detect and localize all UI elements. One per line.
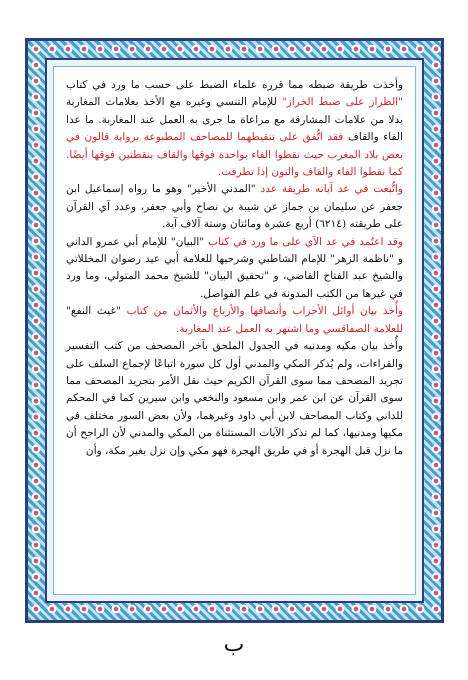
text-run: للإمام التنسي وغيره مع الأخذ بعلامات المغاربة بدلا من علامات المشارقة مع مراعاة ما جرى به العمل عند المغاربة. ما عدا الفاء والقاف (66, 96, 403, 144)
book-title-bayan: "البيان" (170, 235, 205, 248)
paragraph-makki-madani (66, 338, 403, 460)
book-title-tahqiq: "تحقيق البيان" (204, 270, 270, 283)
ornamental-border (25, 38, 444, 623)
book-title-nazima: "ناظمة الزهر" (330, 253, 394, 266)
book-title-tiraz: "الطراز على ضبط الخراز" (281, 96, 403, 109)
highlighted-note-faa-qaf: فقد اتُّفق على تنقيطهما للمصاحف المطبوعة برواية قالون في بعض بلاد المغرب حيث نقطوا الفاء بواحدة فوقها والقاف بنقطتين فوقها أيضًا. كما نقطوا الفاء والقاف والنون إذا تطرفت. (66, 131, 403, 179)
text-run-red: وقد اعتُمد في عد الآي على ما ورد في كتاب (207, 235, 403, 248)
text-panel (53, 66, 416, 595)
page-number: ب (223, 632, 245, 657)
text-run: وأُخذ بيان مكيه ومدنيه في الجدول الملحق بآخر المصحف من كتب التفسير والقراءات، ولم يُذكر المكي والمدني أول كل سورة اتباعًا لإجماع السلف على تجريد المصحف مما سوى القرآن الكريم حيث نقل الأمر بتجريد المصحف مما سوى القرآن عن ابن عمر وابن مسعود والنخعي وابن سيرين كما في المحكم للداني وكتاب المصاحف لابن أبي داود وغيرهما، ولأن بعض السور مختلف في مكيها ومدنيها، كما لم تذكر الآيات المستثناة من المكي والمدني لأن الراجح أن ما نزل قبل الهجرة أو في طريق الهجرة فهو مكي وإن نزل بغير مكة، وأن (66, 340, 403, 457)
book-title-madani: "المدني الأخير" (186, 183, 256, 196)
border-inner-band (45, 58, 424, 603)
text-run-red: وأُخذ بيان أوائل الأحزاب وأنصافها والأرباع والأثمان من كتاب (126, 305, 404, 318)
text-run: للشيخ محمد المتولي، وما ورد في غيرها من الكتب المدونة في علم الفواصل. (66, 270, 403, 300)
text-run-red: للعلامة الصفاقسي وما اشتهر به العمل عند المغاربة. (175, 322, 403, 335)
paragraph-verse-counting (66, 181, 403, 233)
book-title-ghayth: "غيث النفع" (66, 305, 121, 318)
paragraph-script-and-dots (66, 77, 403, 181)
text-run: وأخذت طريقة ضبطه مما قرره علماء الضبط على حسب ما ورد في كتاب (66, 79, 403, 91)
text-run: للإمام الشاطبي وشرحيها للعلامة أبي عيد رضوان المخللاتي والشيخ عبد الفتاح القاضي، و (66, 253, 404, 283)
text-run: وهو ما رواه إسماعيل ابن جعفر عن سليمان بن جماز عن شيبة بن نصاح وأبي جعفر، وعدد آي القرآن على طريقته (٦٢١٤) أربع عشرة ومائتان وستة آلاف آية. (66, 183, 403, 231)
text-run: للإمام أبي عمرو الداني و (66, 235, 404, 266)
paragraph-verse-sources (66, 234, 403, 304)
text-run-red: واتُّبعت في عد آياته طريقة عدد (260, 183, 403, 196)
paragraph-divisions (66, 303, 403, 338)
